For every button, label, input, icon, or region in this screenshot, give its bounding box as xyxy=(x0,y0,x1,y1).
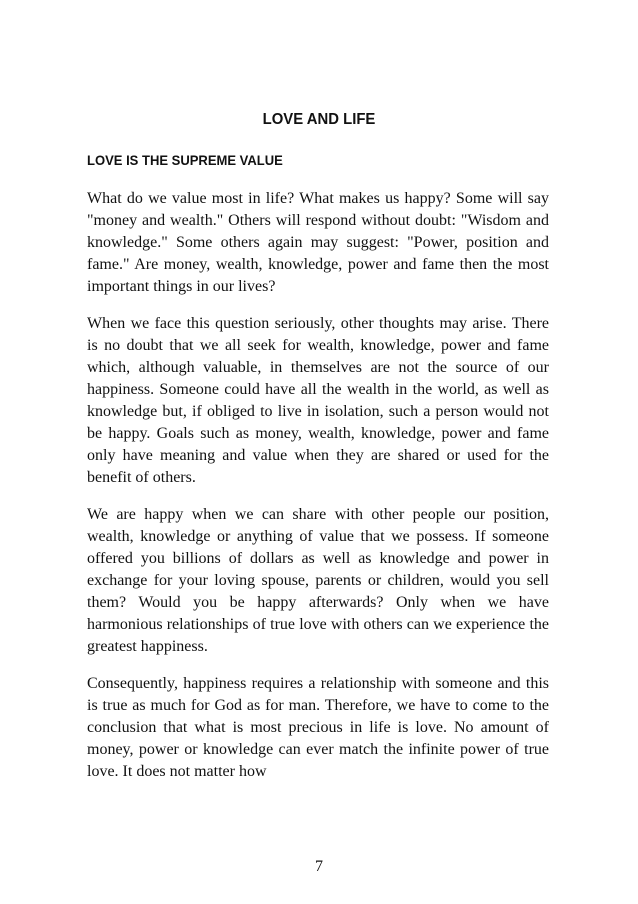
paragraph: What do we value most in life? What makes us happy? Some will say "money and wealth." Others will respond without doubt: "Wisdom and knowledge." Some others again may suggest: "Power, position and fame." Are money, wealth, knowledge, power and fame then the most important things in our lives? xyxy=(87,190,549,295)
section-heading: LOVE IS THE SUPREME VALUE xyxy=(87,152,283,168)
paragraph: When we face this question seriously, other thoughts may arise. There is no doubt that we all seek for wealth, knowledge, power and fame which, although valuable, in themselves are not the source of our happiness. Someone could have all the wealth in the world, as well as knowledge but, if obliged to live in isolation, such a person would not be happy. Goals such as money, wealth, knowledge, power and fame only have meaning and value when they are shared or used for the benefit of others. xyxy=(87,315,549,486)
paragraph: We are happy when we can share with other people our position, wealth, knowledge or anything of value that we possess. If someone offered you billions of dollars as well as knowledge and power in exchange for your loving spouse, parents or children, would you sell them? Would you be happy afterwards? Only when we have harmonious relationships of true love with others can we experience the greatest happiness. xyxy=(87,506,549,655)
body-text xyxy=(87,188,549,798)
paragraph: Consequently, happiness requires a relationship with someone and this is true as much for God as for man. Therefore, we have to come to the conclusion that what is most precious in life is love. No amount of money, power or knowledge can ever match the infinite power of true love. It does not matter how xyxy=(87,675,549,780)
page-title: LOVE AND LIFE xyxy=(262,111,376,128)
page-number: 7 xyxy=(315,858,323,875)
